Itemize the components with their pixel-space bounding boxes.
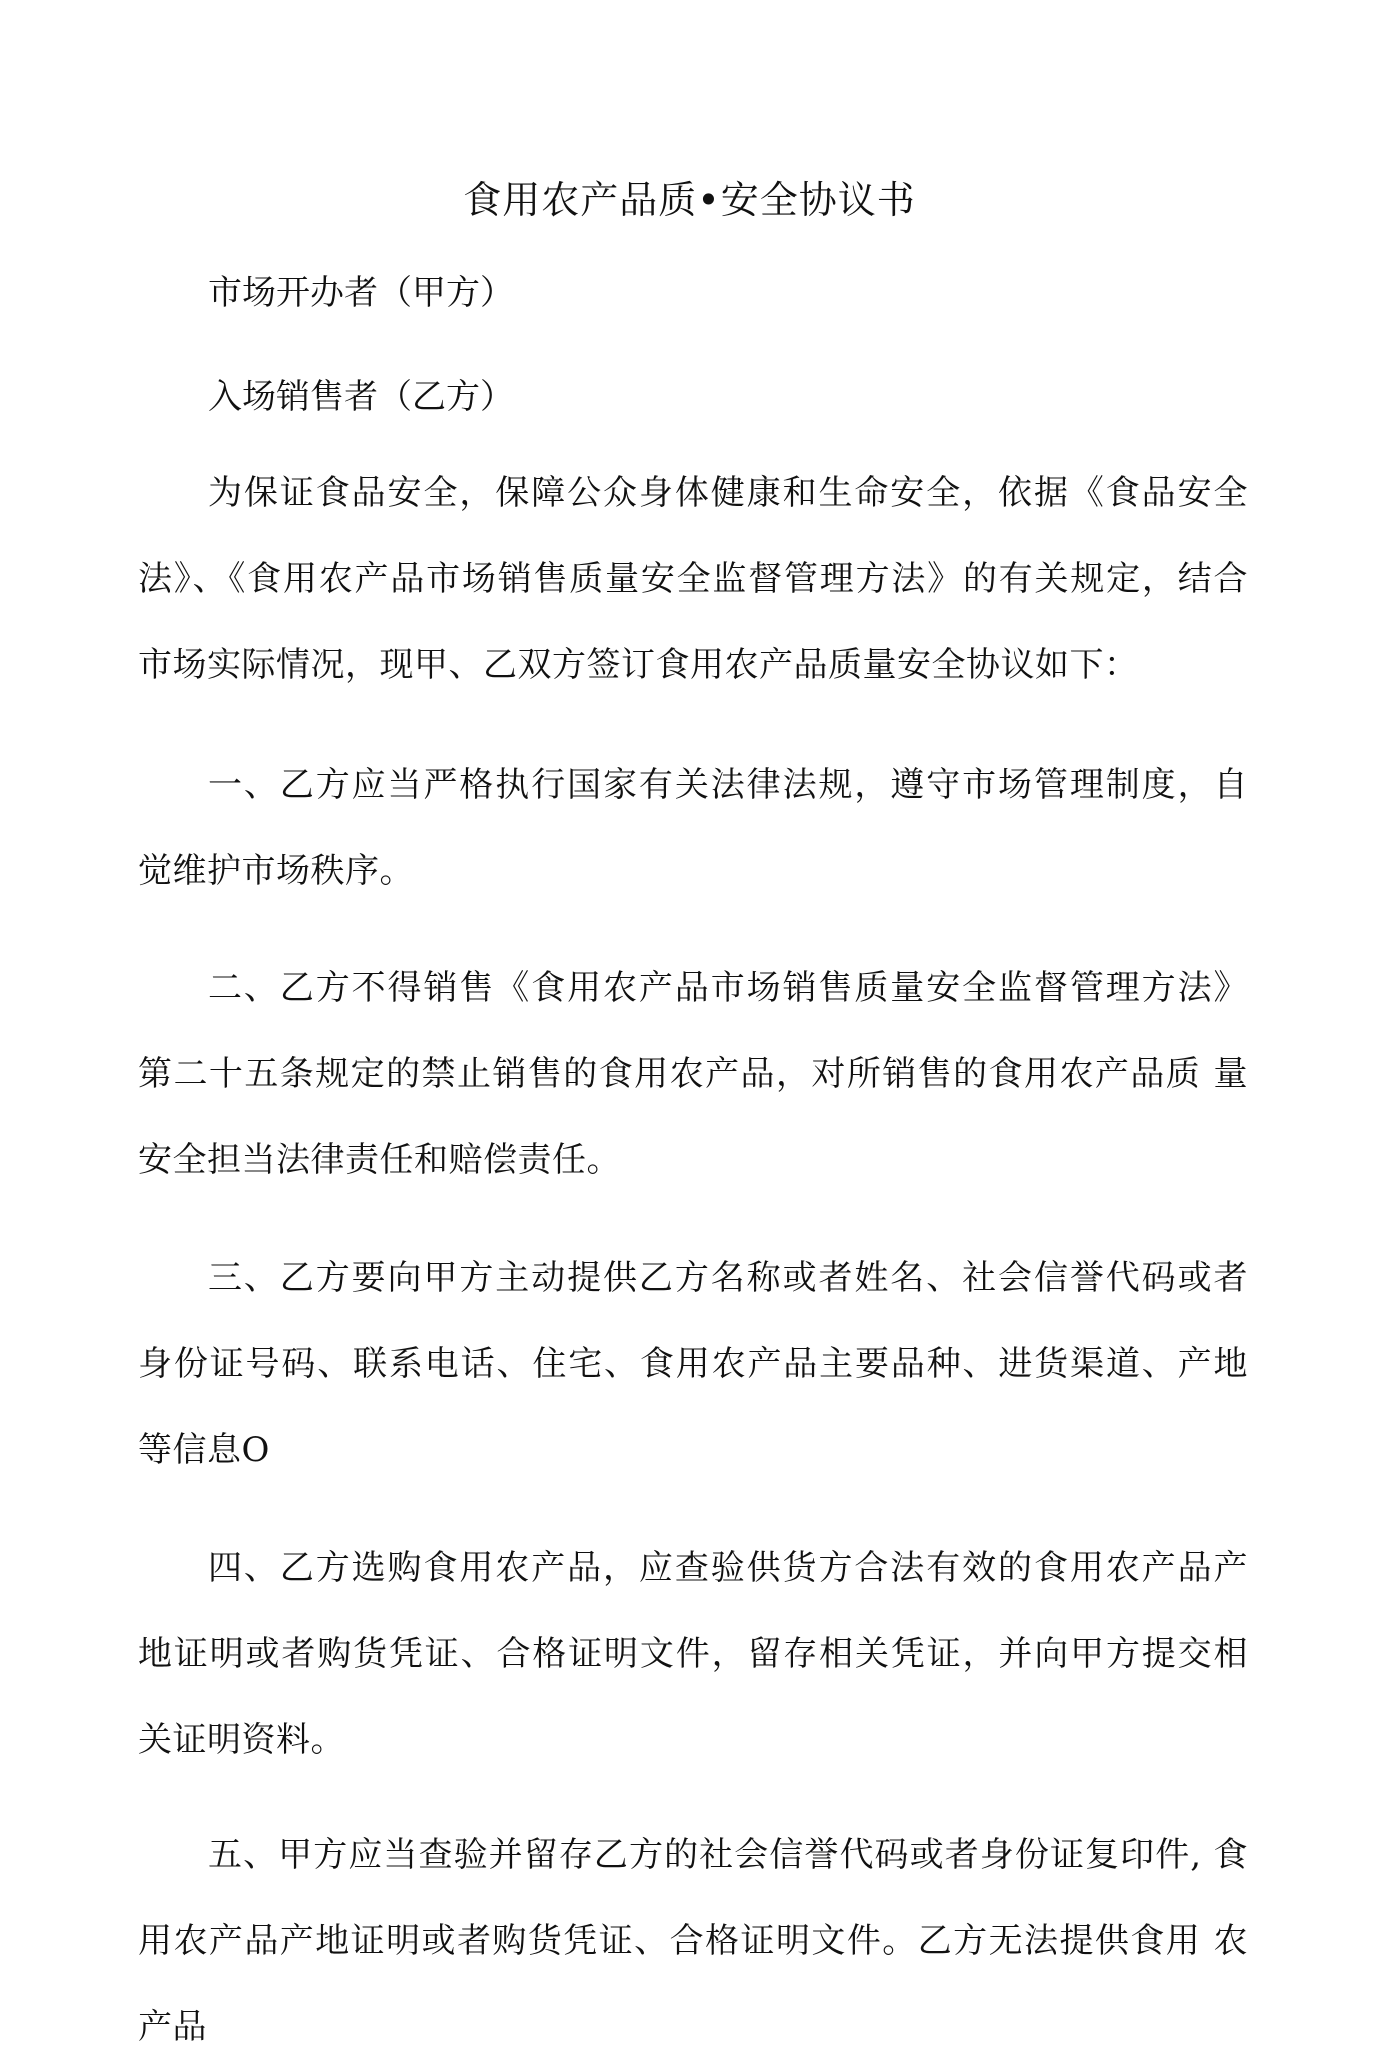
paragraph-clause-4: 四、乙方选购食用农产品，应查验供货方合法有效的食用农产品产 地证明或者购货凭证、合格证明文件，留存相关凭证，并向甲方提交相 关证明资料。 [138,1548,1248,1760]
party-a-label: 市场开办者（甲方） [208,273,514,313]
document-title: 食用农产品质•安全协议书 [463,178,916,222]
paragraph-clause-5: 五、甲方应当查验并留存乙方的社会信誉代码或者身份证复印件, 食用农产品产地证明或者购货凭证、合格证明文件。乙方无法提供食用 农产品 [138,1835,1248,2047]
paragraph-clause-1: 一、乙方应当严格执行国家有关法律法规，遵守市场管理制度，自 觉维护市场秩序。 [138,765,1248,891]
paragraph-clause-2: 二、乙方不得销售《食用农产品市场销售质量安全监督管理方法》 第二十五条规定的禁止销售的食用农产品，对所销售的食用农产品质 量安全担当法律责任和赔偿责任。 [138,968,1248,1180]
paragraph-intro: 为保证食品安全，保障公众身体健康和生命安全，依据《食品安全 法》、《食用农产品市场销售质量安全监督管理方法》的有关规定，结合 市场实际情况，现甲、乙双方签订食用农产品质量安全协议如下： [138,473,1248,685]
paragraph-clause-3: 三、乙方要向甲方主动提供乙方名称或者姓名、社会信誉代码或者 身份证号码、联系电话、住宅、食用农产品主要品种、进货渠道、产地 等信息O [138,1258,1248,1470]
party-b-label: 入场销售者（乙方） [208,377,514,417]
